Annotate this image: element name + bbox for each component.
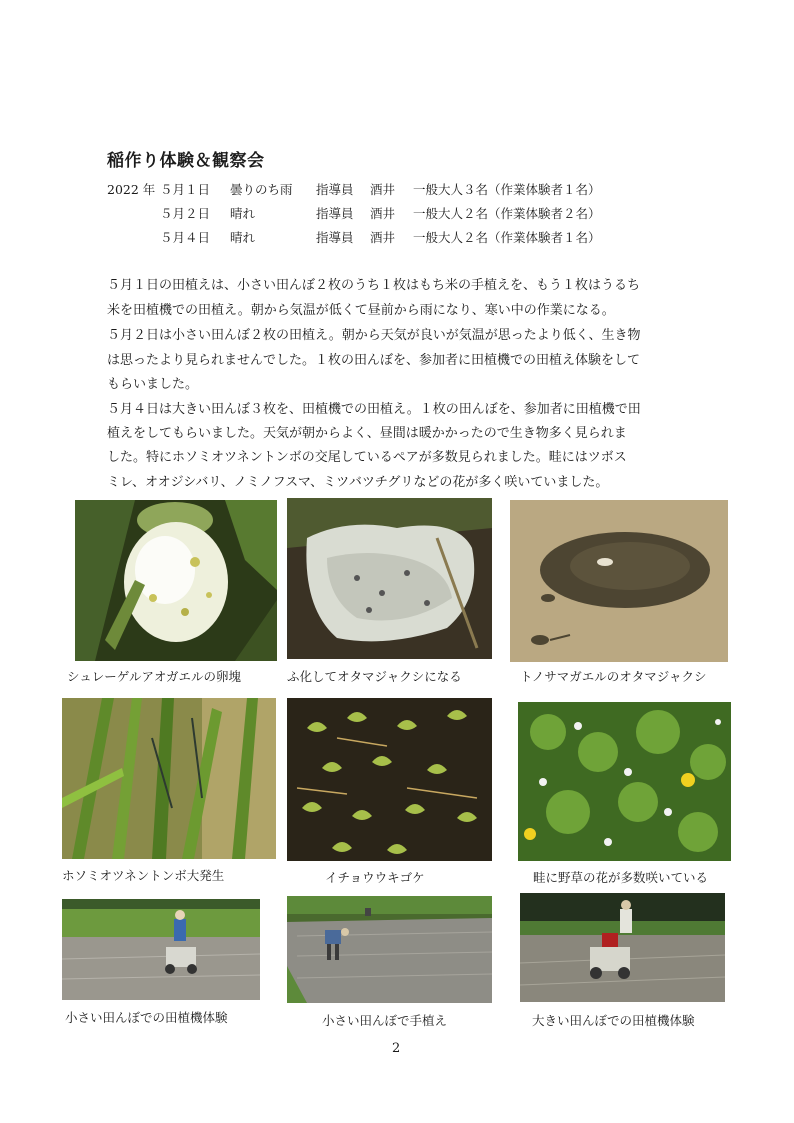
photo-ichou-ukigoke	[287, 698, 492, 861]
body-line: 植えをしてもらいました。天気が朝からよく、昼間は暖かかったので生き物多く見られま	[107, 426, 627, 441]
photo-small-paddy-planter	[62, 899, 260, 1000]
photo-caption: イチョウウキゴケ	[325, 870, 425, 885]
record-leader: 酒井	[370, 206, 396, 221]
record-participants: 一般大人２名（作業体験者２名）	[413, 206, 601, 221]
record-leader-label: 指導員	[316, 206, 354, 221]
record-leader: 酒井	[370, 182, 396, 197]
photo-caption: 小さい田んぼでの田植機体験	[65, 1010, 228, 1025]
page-title: 稲作り体験＆観察会	[107, 151, 265, 171]
body-line: もらいました。	[107, 377, 199, 392]
body-line: は思ったより見られませんでした。１枚の田んぼを、参加者に田植機での田植え体験をして	[107, 353, 641, 368]
body-line: ５月１日の田植えは、小さい田んぼ２枚のうち１枚はもち米の手植えを、もう１枚はうるち	[107, 278, 641, 293]
body-line: ５月４日は大きい田んぼ３枚を、田植機での田植え。１枚の田んぼを、参加者に田植機で田	[107, 402, 641, 417]
body-line: ミレ、オオジシバリ、ノミノフスマ、ミツバツチグリなどの花が多く咲いていました。	[107, 475, 609, 490]
record-participants: 一般大人３名（作業体験者１名）	[413, 182, 601, 197]
page-number: 2	[392, 1041, 401, 1056]
photo-caption: シュレーゲルアオガエルの卵塊	[67, 669, 242, 684]
photo-caption: トノサマガエルのオタマジャクシ	[520, 669, 707, 684]
photo-caption: ホソミオツネントンボ大発生	[62, 868, 225, 883]
record-weather: 晴れ	[230, 230, 256, 245]
photo-hand-planting	[287, 896, 492, 1003]
record-leader-label: 指導員	[316, 182, 354, 197]
photo-tonosama-tadpoles	[510, 500, 728, 662]
photo-caption: ふ化してオタマジャクシになる	[287, 669, 462, 684]
record-weather: 晴れ	[230, 206, 256, 221]
photo-damselflies	[62, 698, 276, 859]
record-date: ５月２日	[160, 206, 211, 221]
body-line: ５月２日は小さい田んぼ２枚の田植え。朝から天気が良いが気温が思ったより低く、生き物	[107, 328, 641, 343]
body-line: 米を田植機での田植え。朝から気温が低くて昼前から雨になり、寒い中の作業になる。	[107, 303, 615, 318]
record-leader-label: 指導員	[316, 230, 354, 245]
photo-caption: 畦に野草の花が多数咲いている	[533, 870, 709, 885]
record-participants: 一般大人２名（作業体験者１名）	[413, 230, 601, 245]
record-date: ５月１日	[160, 182, 211, 197]
record-date: ５月４日	[160, 230, 211, 245]
photo-large-paddy-planter	[520, 893, 725, 1002]
body-line: した。特にホソミオツネントンボの交尾しているペアが多数見られました。畦にはツボス	[107, 450, 627, 465]
photo-caption: 大きい田んぼでの田植機体験	[532, 1013, 695, 1028]
record-leader: 酒井	[370, 230, 396, 245]
photo-wildflowers	[518, 702, 731, 861]
photo-hatching-tadpoles	[287, 498, 492, 659]
record-weather: 曇りのち雨	[230, 182, 293, 197]
photo-caption: 小さい田んぼで手植え	[322, 1013, 448, 1028]
photo-frog-egg-mass	[75, 500, 277, 661]
record-year: 2022 年	[107, 182, 156, 197]
